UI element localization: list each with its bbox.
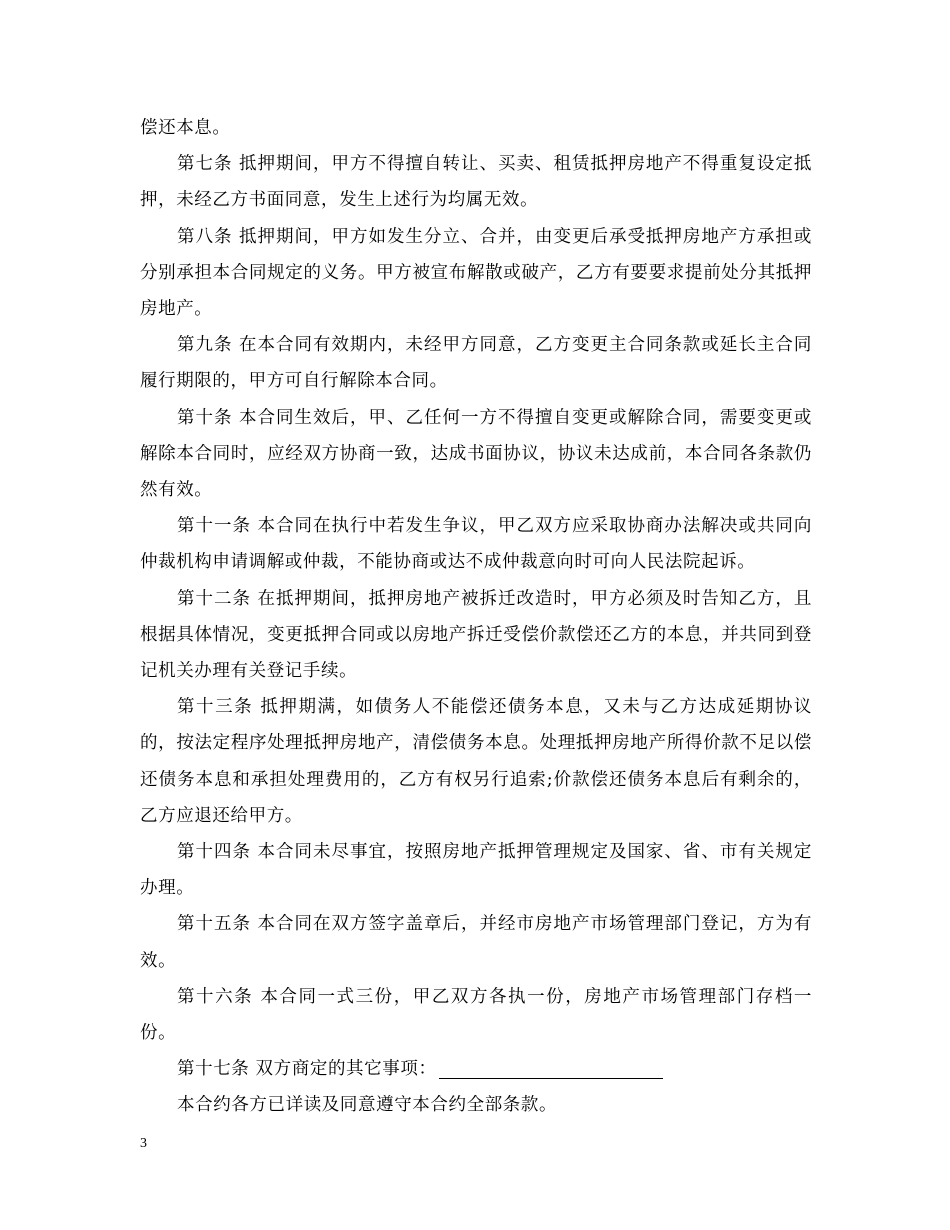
article-12: 第十二条 在抵押期间，抵押房地产被拆迁改造时，甲方必须及时告知乙方，且根据具体情况，变更抵押合同或以房地产拆迁受偿价款偿还乙方的本息，并共同到登记机关办理有关登记手续。: [140, 588, 812, 682]
article-11: 第十一条 本合同在执行中若发生争议，甲乙双方应采取协商办法解决或共同向仲裁机构申请调解或仲裁，不能协商或达不成仲裁意向时可向人民法院起诉。: [140, 516, 812, 573]
article-17-label: 第十七条 双方商定的其它事项：: [177, 1059, 437, 1080]
page-number: 3: [140, 1136, 147, 1151]
article-17: [140, 1051, 812, 1087]
closing-statement: 本合约各方已详读及同意遵守本合约全部条款。: [177, 1095, 558, 1116]
paragraph-continuation: 偿还本息。: [140, 118, 231, 138]
article-15: 第十五条 本合同在双方签字盖章后，并经市房地产市场管理部门登记，方为有效。: [140, 914, 812, 971]
article-14: 第十四条 本合同未尽事宜，按照房地产抵押管理规定及国家、省、市有关规定办理。: [140, 842, 812, 899]
fill-in-blank-line[interactable]: [439, 1061, 663, 1080]
article-7: 第七条 抵押期间，甲方不得擅自转让、买卖、租赁抵押房地产不得重复设定抵押，未经乙方书面同意，发生上述行为均属无效。: [140, 154, 812, 211]
article-9: 第九条 在本合同有效期内，未经甲方同意，乙方变更主合同条款或延长主合同履行期限的，甲方可自行解除本合同。: [140, 335, 812, 392]
article-16: 第十六条 本合同一式三份，甲乙双方各执一份，房地产市场管理部门存档一份。: [140, 986, 812, 1044]
document-body: [140, 110, 812, 1124]
article-10: 第十条 本合同生效后，甲、乙任何一方不得擅自变更或解除合同，需要变更或解除本合同时，应经双方协商一致，达成书面协议，协议未达成前，本合同各条款仍然有效。: [140, 407, 812, 501]
article-8: 第八条 抵押期间，甲方如发生分立、合并，由变更后承受抵押房地产方承担或分别承担本合同规定的义务。甲方被宣布解散或破产，乙方有要要求提前处分其抵押房地产。: [140, 226, 812, 320]
article-13: 第十三条 抵押期满，如债务人不能偿还债务本息，又未与乙方达成延期协议的，按法定程序处理抵押房地产，清偿债务本息。处理抵押房地产所得价款不足以偿还债务本息和承担处理费用的，乙方有权另行追索;价款偿还债务本息后有剩余的，乙方应退还给甲方。: [140, 697, 812, 826]
